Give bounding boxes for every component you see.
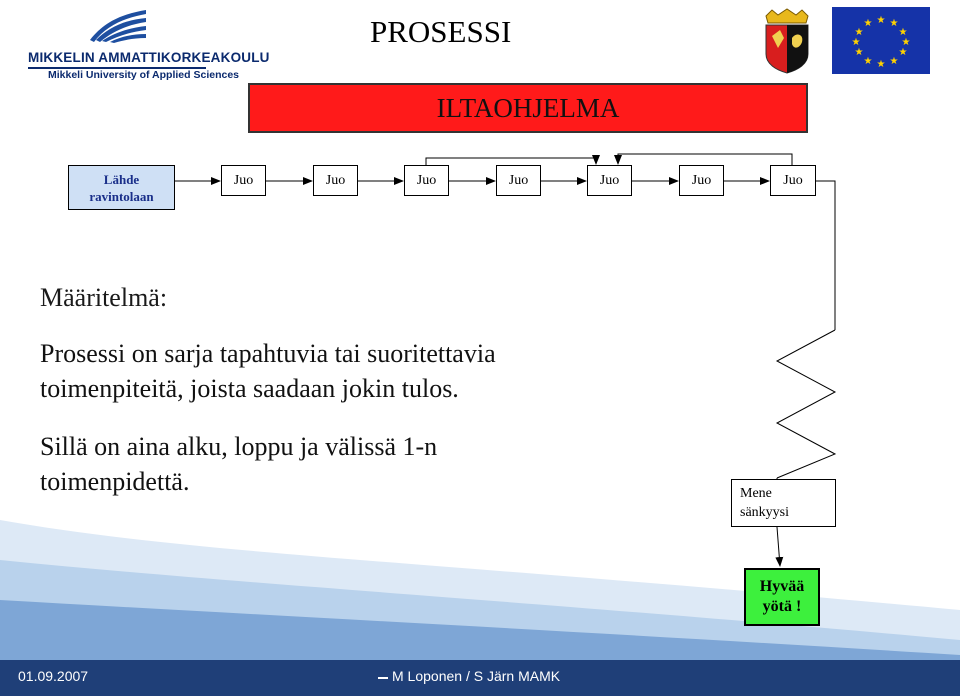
end-label-line1: Hyvää <box>759 578 805 595</box>
zigzag-path <box>777 330 835 478</box>
drink-step-2: Juo <box>313 165 358 196</box>
svg-text:★: ★ <box>876 15 886 26</box>
end-box <box>744 568 820 626</box>
footer-authors: M Loponen / S Järn MAMK <box>392 668 561 684</box>
drink-step-4: Juo <box>496 165 541 196</box>
definition-line-4: toimenpidettä. <box>40 467 190 496</box>
start-box <box>68 165 175 210</box>
footer-date: 01.09.2007 <box>18 668 89 684</box>
connector-to-zigzag <box>816 181 835 330</box>
loop-arrow-inner <box>426 158 596 165</box>
definition-heading: Määritelmä: <box>40 283 168 312</box>
sleep-label-line1: Mene <box>740 486 772 501</box>
drink-step-7: Juo <box>770 165 816 196</box>
start-label-line2: ravintolaan <box>89 188 154 204</box>
svg-text:★: ★ <box>889 56 899 67</box>
svg-text:★: ★ <box>898 47 908 58</box>
definition-line-2: toimenpiteitä, joista saadaan jokin tulos. <box>40 374 459 403</box>
university-name: MIKKELIN AMMATTIKORKEAKOULU <box>28 50 270 65</box>
loop-arrow-outer <box>618 154 792 165</box>
program-banner: ILTAOHJELMA <box>248 83 808 133</box>
arrow-sleep-to-end <box>777 527 780 566</box>
svg-text:★: ★ <box>863 56 873 67</box>
drink-step-3: Juo <box>404 165 449 196</box>
footer-dash <box>378 677 388 679</box>
svg-text:★: ★ <box>854 27 864 38</box>
svg-text:★: ★ <box>901 37 911 48</box>
university-english-name: Mikkeli University of Applied Sciences <box>48 69 240 81</box>
end-label-line2: yötä ! <box>762 598 802 615</box>
svg-text:★: ★ <box>898 27 908 38</box>
svg-text:★: ★ <box>851 37 861 48</box>
definition-line-1: Prosessi on sarja tapahtuvia tai suoritettavia <box>40 339 496 368</box>
svg-text:★: ★ <box>889 18 899 29</box>
svg-text:★: ★ <box>863 18 873 29</box>
start-label-line1: Lähde <box>103 171 140 187</box>
svg-text:★: ★ <box>876 59 886 70</box>
drink-step-6: Juo <box>679 165 724 196</box>
sleep-box <box>731 479 836 527</box>
drink-step-1: Juo <box>221 165 266 196</box>
page-title: PROSESSI <box>370 14 512 49</box>
drink-step-5: Juo <box>587 165 632 196</box>
definition-line-3: Sillä on aina alku, loppu ja välissä 1-n <box>40 432 438 461</box>
sleep-label-line2: sänkyysi <box>740 505 789 520</box>
svg-text:★: ★ <box>854 47 864 58</box>
